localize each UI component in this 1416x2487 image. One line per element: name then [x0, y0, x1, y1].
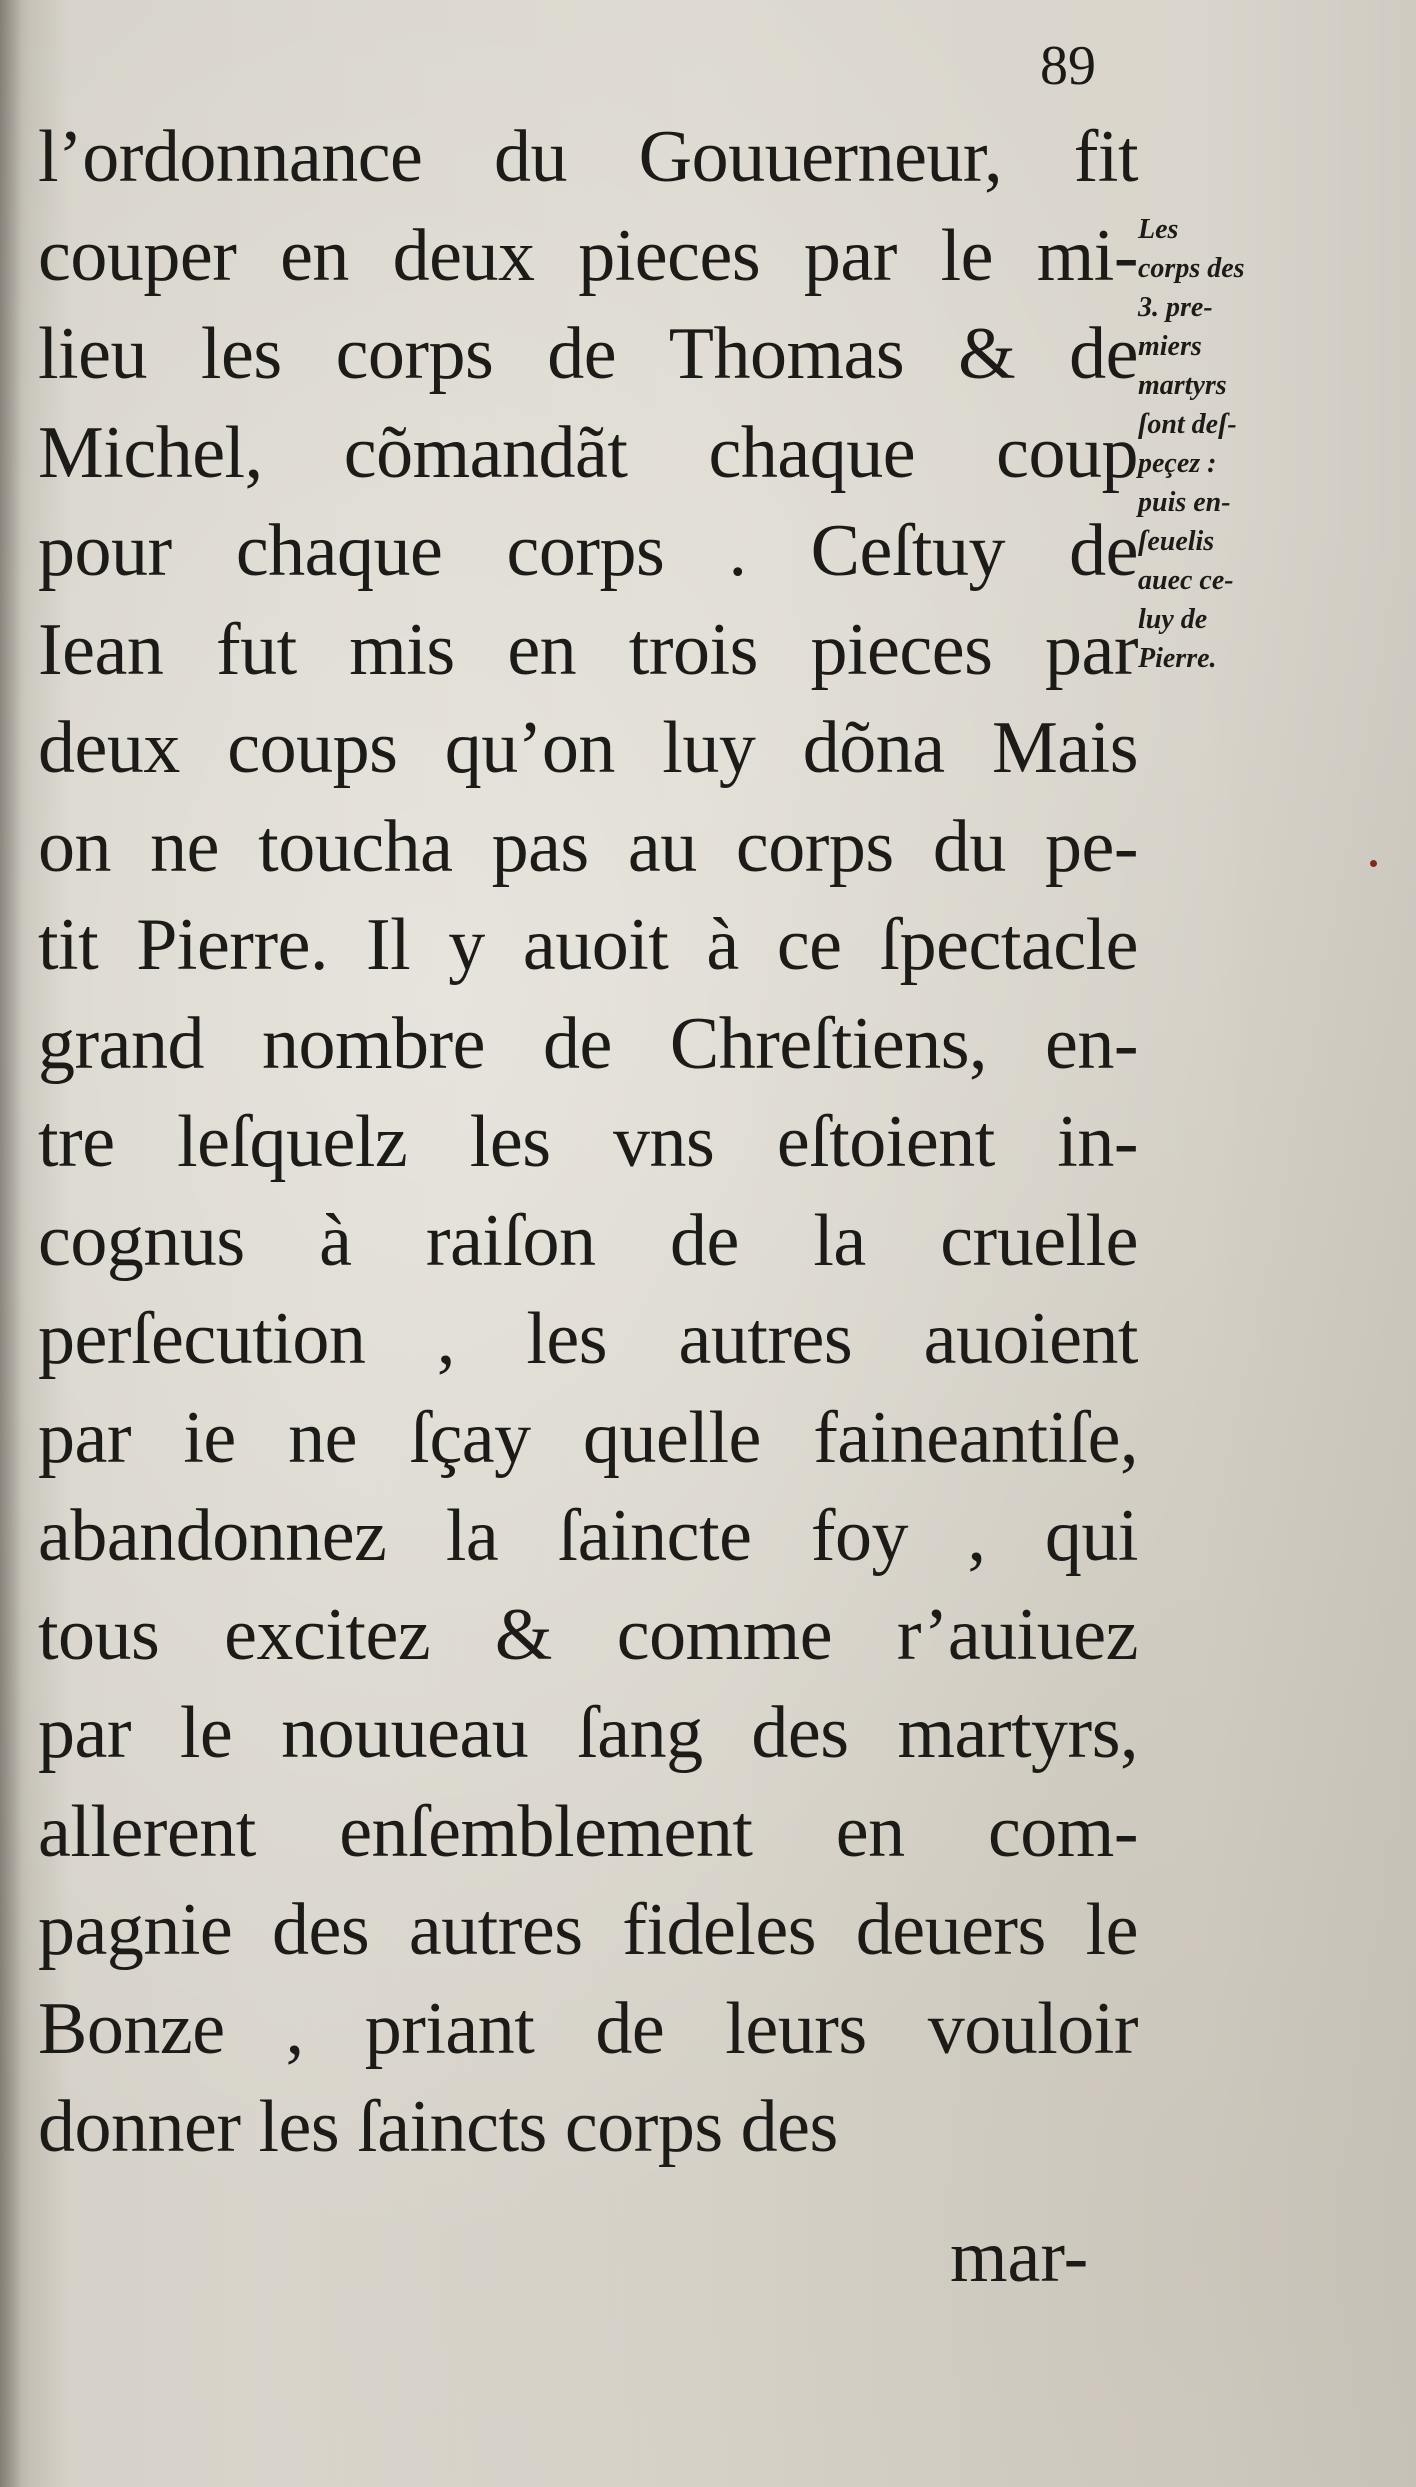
- text-line: cognus à raiſon de la cruelle: [38, 1199, 1138, 1282]
- margin-note-line: corps des: [1138, 253, 1245, 284]
- spine-shadow: [0, 0, 22, 2487]
- text-line: Bonze , priant de leurs vouloir: [38, 1987, 1138, 2070]
- text-line: couper en deux pieces par le mi-: [38, 214, 1138, 297]
- text-line: grand nombre de Chreſtiens, en-: [38, 1002, 1138, 1085]
- margin-note-line: auec ce-: [1138, 565, 1234, 596]
- margin-note-line: luy de: [1138, 604, 1208, 635]
- margin-note-line: martyrs: [1138, 370, 1227, 401]
- ink-speck: [1370, 860, 1377, 867]
- margin-note-line: 3. pre-: [1138, 292, 1213, 323]
- text-line: Michel, cõmandãt chaque coup: [38, 411, 1138, 494]
- text-line: par ie ne ſçay quelle faineantiſe,: [38, 1396, 1138, 1479]
- margin-note-line: Les: [1138, 214, 1179, 245]
- body-text: [38, 108, 1138, 2177]
- margin-note-line: ſeuelis: [1138, 526, 1215, 557]
- margin-note-line: peçez :: [1138, 448, 1217, 479]
- margin-note: [1138, 210, 1328, 678]
- catchword: mar-: [950, 2216, 1089, 2298]
- text-line: abandonnez la ſaincte foy , qui: [38, 1495, 1138, 1577]
- text-line: donner les ſaincts corps des: [38, 2086, 838, 2168]
- text-line: pour chaque corps . Ceſtuy de: [38, 510, 1138, 592]
- text-line: on ne toucha pas au corps du pe-: [38, 805, 1138, 888]
- text-line: perſecution , les autres auoient: [38, 1298, 1138, 1380]
- text-line: tit Pierre. Il y auoit à ce ſpectacle: [38, 904, 1138, 986]
- text-line: deux coups qu’on luy dõna Mais: [38, 707, 1138, 789]
- margin-note-line: Pierre.: [1138, 643, 1217, 674]
- text-line: l’ordonnance du Gouuerneur, fit: [38, 116, 1138, 198]
- margin-note-line: puis en-: [1138, 487, 1231, 518]
- margin-note-line: miers: [1138, 331, 1202, 362]
- text-line: tre leſquelz les vns eſtoient in-: [38, 1101, 1138, 1183]
- text-line: Iean fut mis en trois pieces par: [38, 608, 1138, 691]
- page-number: 89: [1040, 35, 1096, 97]
- text-line: lieu les corps de Thomas & de: [38, 313, 1138, 395]
- text-line: par le nouueau ſang des martyrs,: [38, 1692, 1138, 1774]
- margin-note-line: ſont deſ-: [1138, 409, 1237, 440]
- text-line: tous excitez & comme r’auiuez: [38, 1593, 1138, 1676]
- text-line: pagnie des autres fideles deuers le: [38, 1889, 1138, 1971]
- text-line: allerent enſemblement en com-: [38, 1790, 1138, 1873]
